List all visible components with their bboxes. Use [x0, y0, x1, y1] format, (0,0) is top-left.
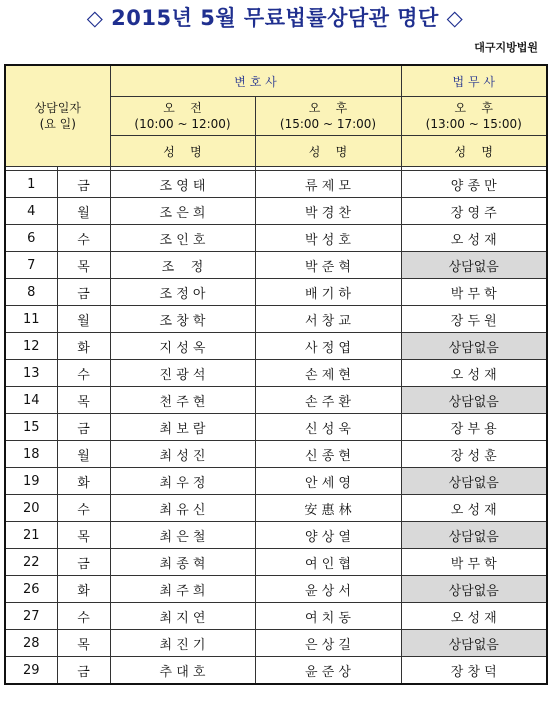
table-row [5, 630, 547, 657]
morning-lawyer-cell: 추 대 호 [110, 657, 255, 685]
date-cell: 29 [5, 657, 57, 685]
morning-lawyer-cell: 최 성 진 [110, 441, 255, 468]
morning-time: (10:00 ~ 12:00) [134, 117, 231, 131]
afternoon-lawyer-cell: 윤 상 서 [255, 576, 401, 603]
day-cell: 화 [57, 333, 110, 360]
day-cell: 월 [57, 198, 110, 225]
paralegal-cell: 상담없음 [401, 252, 547, 279]
date-cell: 7 [5, 252, 57, 279]
afternoon-lawyer-cell: 박 성 호 [255, 225, 401, 252]
afternoon-lawyer-cell: 安 惠 林 [255, 495, 401, 522]
paralegal-cell: 오 성 재 [401, 360, 547, 387]
paralegal-cell: 상담없음 [401, 630, 547, 657]
table-row [5, 522, 547, 549]
morning-lawyer-cell: 조 정 [110, 252, 255, 279]
table-row [5, 549, 547, 576]
afternoon-label: 오 후 [308, 101, 348, 115]
date-cell: 1 [5, 171, 57, 198]
table-row [5, 468, 547, 495]
afternoon-lawyer-cell: 류 제 모 [255, 171, 401, 198]
date-cell: 14 [5, 387, 57, 414]
afternoon-lawyer-cell: 박 준 혁 [255, 252, 401, 279]
date-cell: 12 [5, 333, 57, 360]
paralegal-cell: 오 성 재 [401, 225, 547, 252]
date-cell: 18 [5, 441, 57, 468]
day-cell: 목 [57, 252, 110, 279]
morning-lawyer-cell: 최 은 철 [110, 522, 255, 549]
table-row [5, 495, 547, 522]
date-cell: 28 [5, 630, 57, 657]
table-row [5, 198, 547, 225]
day-cell: 수 [57, 495, 110, 522]
afternoon-time: (15:00 ~ 17:00) [279, 117, 377, 131]
morning-name-header: 성 명 [110, 136, 255, 167]
afternoon-lawyer-cell: 손 주 환 [255, 387, 401, 414]
morning-lawyer-cell: 최 지 연 [110, 603, 255, 630]
table-row [5, 360, 547, 387]
morning-lawyer-cell: 최 진 기 [110, 630, 255, 657]
afternoon-lawyer-cell: 윤 준 상 [255, 657, 401, 685]
morning-label: 오 전 [163, 101, 202, 115]
table-row [5, 171, 547, 198]
paralegal-cell: 박 무 학 [401, 549, 547, 576]
day-cell: 목 [57, 630, 110, 657]
date-cell: 26 [5, 576, 57, 603]
afternoon-lawyer-cell: 배 기 하 [255, 279, 401, 306]
paralegal-afternoon-time: (13:00 ~ 15:00) [425, 117, 522, 131]
paralegal-cell: 장 성 훈 [401, 441, 547, 468]
paralegal-cell: 장 영 주 [401, 198, 547, 225]
table-row [5, 576, 547, 603]
date-cell: 13 [5, 360, 57, 387]
date-column-header [5, 65, 110, 167]
day-cell: 수 [57, 360, 110, 387]
court-name: 대구지방법원 [474, 41, 538, 54]
afternoon-lawyer-cell: 양 상 열 [255, 522, 401, 549]
afternoon-lawyer-cell: 박 경 찬 [255, 198, 401, 225]
paralegal-cell: 장 부 용 [401, 414, 547, 441]
morning-lawyer-cell: 최 유 신 [110, 495, 255, 522]
lawyer-header: 변 호 사 [110, 65, 401, 97]
day-cell: 목 [57, 522, 110, 549]
paralegal-cell: 장 두 원 [401, 306, 547, 333]
day-cell: 목 [57, 387, 110, 414]
morning-lawyer-cell: 조 은 희 [110, 198, 255, 225]
paralegal-cell: 상담없음 [401, 333, 547, 360]
day-cell: 수 [57, 225, 110, 252]
table-row [5, 441, 547, 468]
table-row [5, 306, 547, 333]
paralegal-cell: 오 성 재 [401, 495, 547, 522]
day-cell: 금 [57, 279, 110, 306]
table-row [5, 333, 547, 360]
day-cell: 월 [57, 441, 110, 468]
date-cell: 15 [5, 414, 57, 441]
paralegal-name-header: 성 명 [401, 136, 547, 167]
date-cell: 6 [5, 225, 57, 252]
morning-lawyer-cell: 최 우 정 [110, 468, 255, 495]
paralegal-cell: 박 무 학 [401, 279, 547, 306]
date-cell: 4 [5, 198, 57, 225]
table-row [5, 657, 547, 685]
date-cell: 22 [5, 549, 57, 576]
day-cell: 화 [57, 576, 110, 603]
afternoon-lawyer-cell: 손 제 현 [255, 360, 401, 387]
paralegal-cell: 양 종 만 [401, 171, 547, 198]
morning-lawyer-cell: 조 영 태 [110, 171, 255, 198]
date-cell: 20 [5, 495, 57, 522]
paralegal-cell: 장 창 덕 [401, 657, 547, 685]
document-title: ◇ 2015년 5월 무료법률상담관 명단 ◇ [86, 6, 464, 30]
paralegal-cell: 상담없음 [401, 387, 547, 414]
morning-lawyer-cell: 진 광 석 [110, 360, 255, 387]
afternoon-name-header: 성 명 [255, 136, 401, 167]
table-row [5, 225, 547, 252]
day-cell: 금 [57, 549, 110, 576]
paralegal-cell: 상담없음 [401, 576, 547, 603]
morning-lawyer-cell: 조 정 아 [110, 279, 255, 306]
date-column-label: 상담일자 [34, 101, 81, 115]
morning-lawyer-cell: 최 보 람 [110, 414, 255, 441]
table-row [5, 414, 547, 441]
day-column-label: (요 일) [39, 117, 76, 131]
morning-lawyer-cell: 천 주 현 [110, 387, 255, 414]
table-row [5, 252, 547, 279]
paralegal-cell: 상담없음 [401, 468, 547, 495]
consultant-schedule-table [4, 64, 548, 685]
morning-session-header [110, 97, 255, 136]
date-cell: 21 [5, 522, 57, 549]
morning-lawyer-cell: 조 인 호 [110, 225, 255, 252]
morning-lawyer-cell: 지 성 옥 [110, 333, 255, 360]
morning-lawyer-cell: 최 종 혁 [110, 549, 255, 576]
day-cell: 금 [57, 171, 110, 198]
paralegal-afternoon-label: 오 후 [454, 101, 493, 115]
afternoon-lawyer-cell: 사 정 엽 [255, 333, 401, 360]
afternoon-lawyer-cell: 신 종 현 [255, 441, 401, 468]
table-row [5, 603, 547, 630]
date-cell: 27 [5, 603, 57, 630]
morning-lawyer-cell: 조 창 학 [110, 306, 255, 333]
day-cell: 금 [57, 657, 110, 685]
paralegal-session-header [401, 97, 547, 136]
date-cell: 11 [5, 306, 57, 333]
date-cell: 19 [5, 468, 57, 495]
afternoon-session-header [255, 97, 401, 136]
table-row [5, 387, 547, 414]
afternoon-lawyer-cell: 안 세 영 [255, 468, 401, 495]
afternoon-lawyer-cell: 신 성 욱 [255, 414, 401, 441]
morning-lawyer-cell: 최 주 희 [110, 576, 255, 603]
afternoon-lawyer-cell: 은 상 길 [255, 630, 401, 657]
afternoon-lawyer-cell: 여 인 협 [255, 549, 401, 576]
paralegal-cell: 상담없음 [401, 522, 547, 549]
day-cell: 화 [57, 468, 110, 495]
paralegal-cell: 오 성 재 [401, 603, 547, 630]
paralegal-header: 법 무 사 [401, 65, 547, 97]
afternoon-lawyer-cell: 여 치 동 [255, 603, 401, 630]
day-cell: 월 [57, 306, 110, 333]
day-cell: 금 [57, 414, 110, 441]
table-row [5, 279, 547, 306]
date-cell: 8 [5, 279, 57, 306]
afternoon-lawyer-cell: 서 창 교 [255, 306, 401, 333]
day-cell: 수 [57, 603, 110, 630]
